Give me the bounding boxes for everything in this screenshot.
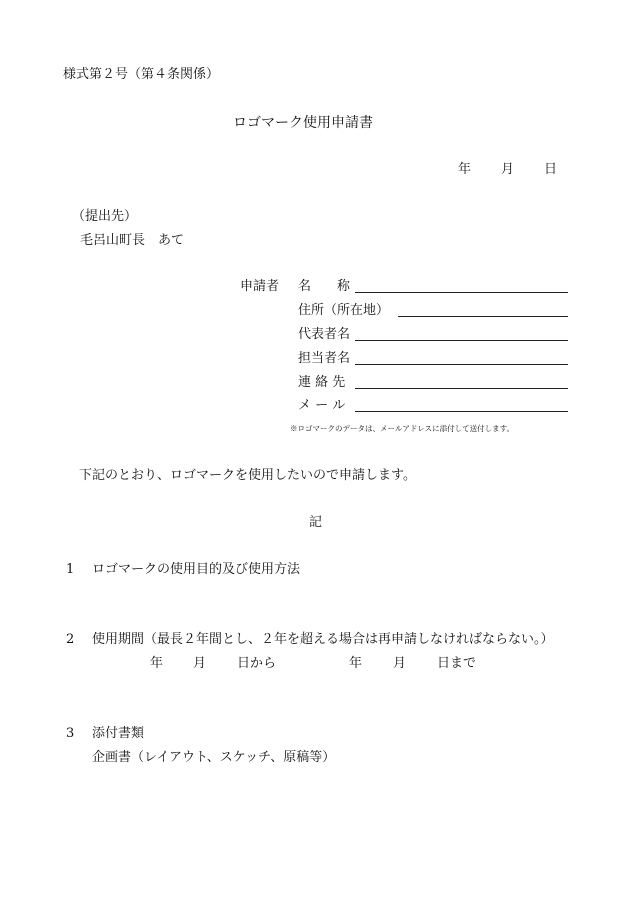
ki-heading: 記 bbox=[309, 515, 323, 530]
contact-person-field[interactable] bbox=[355, 364, 568, 365]
period-from-year: 年 bbox=[150, 656, 164, 671]
mail-label: メ ー ル bbox=[298, 398, 346, 413]
period-from-day: 日から bbox=[237, 656, 277, 671]
representative-label: 代表者名 bbox=[298, 327, 351, 342]
period-to-day: 日まで bbox=[437, 656, 477, 671]
name-label: 名 称 bbox=[298, 279, 351, 294]
item-3-number: 3 bbox=[66, 726, 75, 741]
item-2-number: 2 bbox=[66, 632, 75, 647]
period-to-year: 年 bbox=[349, 656, 363, 671]
contact-person-label: 担当者名 bbox=[298, 351, 351, 366]
address-field[interactable] bbox=[398, 316, 568, 317]
item-1-title: ロゴマークの使用目的及び使用方法 bbox=[92, 562, 301, 577]
period-to-month: 月 bbox=[393, 656, 407, 671]
item-1-number: 1 bbox=[66, 562, 75, 577]
logo-data-note: ※ロゴマークのデータは、メールアドレスに添付して送付します。 bbox=[290, 424, 515, 433]
period-from-month: 月 bbox=[193, 656, 207, 671]
item-3-title: 添付書類 bbox=[92, 726, 145, 741]
date-month: 月 bbox=[501, 162, 515, 177]
date-day: 日 bbox=[544, 162, 558, 177]
document-title: ロゴマーク使用申請書 bbox=[233, 115, 373, 131]
date-year: 年 bbox=[458, 162, 472, 177]
recipient-name: 毛呂山町長 あて bbox=[80, 233, 185, 248]
representative-field[interactable] bbox=[355, 340, 568, 341]
item-2-title: 使用期間（最長２年間とし、２年を超える場合は再申請しなければならない。） bbox=[92, 632, 554, 647]
contact-field[interactable] bbox=[355, 388, 568, 389]
mail-field[interactable] bbox=[355, 411, 568, 412]
recipient-label: （提出先） bbox=[72, 209, 138, 224]
address-label: 住所（所在地） bbox=[298, 303, 390, 318]
applicant-heading: 申請者 bbox=[240, 279, 280, 294]
name-field[interactable] bbox=[355, 292, 568, 293]
item-3-detail: 企画書（レイアウト、スケッチ、原稿等） bbox=[92, 750, 336, 765]
contact-label: 連 絡 先 bbox=[298, 375, 346, 390]
form-number: 様式第２号（第４条関係） bbox=[63, 67, 220, 82]
application-statement: 下記のとおり、ロゴマークを使用したいので申請します。 bbox=[79, 468, 416, 483]
